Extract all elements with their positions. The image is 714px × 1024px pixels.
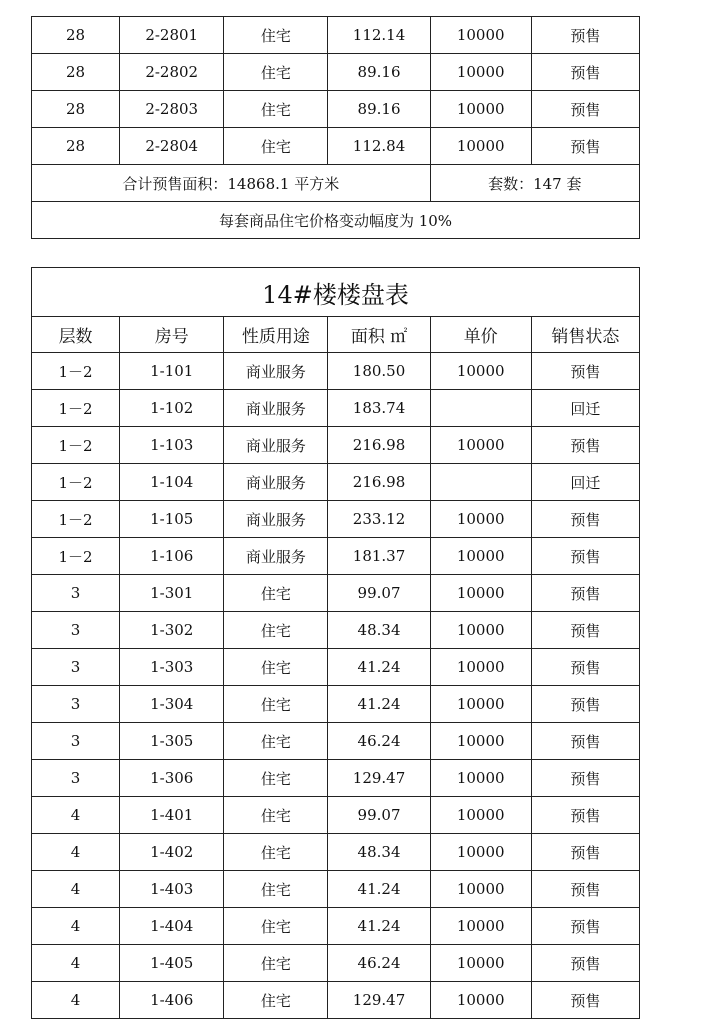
cell: 10000 bbox=[430, 538, 531, 575]
header-area: 面积 ㎡ bbox=[328, 317, 430, 353]
cell: 3 bbox=[32, 575, 120, 612]
header-usage: 性质用途 bbox=[224, 317, 328, 353]
cell: 1－2 bbox=[32, 427, 120, 464]
cell: 住宅 bbox=[224, 128, 328, 165]
cell: 2-2802 bbox=[120, 54, 224, 91]
cell: 181.37 bbox=[328, 538, 430, 575]
table-row bbox=[32, 760, 640, 797]
cell: 1-305 bbox=[120, 723, 224, 760]
header-floor: 层数 bbox=[32, 317, 120, 353]
cell: 4 bbox=[32, 871, 120, 908]
cell: 住宅 bbox=[224, 575, 328, 612]
cell: 41.24 bbox=[328, 649, 430, 686]
cell: 1-105 bbox=[120, 501, 224, 538]
cell: 1-401 bbox=[120, 797, 224, 834]
cell: 商业服务 bbox=[224, 538, 328, 575]
cell: 1-403 bbox=[120, 871, 224, 908]
table-row bbox=[32, 723, 640, 760]
table-title: 14#楼楼盘表 bbox=[32, 268, 640, 317]
table-row bbox=[32, 54, 640, 91]
cell: 1－2 bbox=[32, 501, 120, 538]
cell: 住宅 bbox=[224, 908, 328, 945]
table-row bbox=[32, 91, 640, 128]
cell bbox=[430, 464, 531, 501]
cell bbox=[430, 390, 531, 427]
cell: 4 bbox=[32, 834, 120, 871]
cell: 10000 bbox=[430, 54, 531, 91]
cell: 1-301 bbox=[120, 575, 224, 612]
table-row bbox=[32, 686, 640, 723]
cell: 10000 bbox=[430, 353, 531, 390]
cell: 180.50 bbox=[328, 353, 430, 390]
cell: 商业服务 bbox=[224, 501, 328, 538]
cell: 住宅 bbox=[224, 834, 328, 871]
cell: 112.14 bbox=[328, 17, 430, 54]
table-row bbox=[32, 797, 640, 834]
cell: 183.74 bbox=[328, 390, 430, 427]
cell: 48.34 bbox=[328, 834, 430, 871]
table-row bbox=[32, 128, 640, 165]
cell: 1-303 bbox=[120, 649, 224, 686]
cell: 10000 bbox=[430, 649, 531, 686]
cell: 10000 bbox=[430, 686, 531, 723]
header-row bbox=[32, 317, 640, 353]
cell: 1-306 bbox=[120, 760, 224, 797]
table-row bbox=[32, 982, 640, 1019]
cell: 2-2804 bbox=[120, 128, 224, 165]
cell: 预售 bbox=[531, 501, 639, 538]
cell: 99.07 bbox=[328, 797, 430, 834]
cell: 10000 bbox=[430, 908, 531, 945]
cell: 商业服务 bbox=[224, 390, 328, 427]
cell: 预售 bbox=[531, 17, 639, 54]
cell: 41.24 bbox=[328, 871, 430, 908]
cell: 预售 bbox=[531, 797, 639, 834]
table-row bbox=[32, 464, 640, 501]
cell: 1-302 bbox=[120, 612, 224, 649]
building-table-continued bbox=[31, 16, 640, 239]
cell: 2-2803 bbox=[120, 91, 224, 128]
cell: 预售 bbox=[531, 54, 639, 91]
cell: 预售 bbox=[531, 128, 639, 165]
table-row bbox=[32, 871, 640, 908]
cell: 10000 bbox=[430, 575, 531, 612]
cell: 89.16 bbox=[328, 91, 430, 128]
cell: 10000 bbox=[430, 128, 531, 165]
cell: 预售 bbox=[531, 723, 639, 760]
cell: 10000 bbox=[430, 427, 531, 464]
cell: 10000 bbox=[430, 834, 531, 871]
cell: 预售 bbox=[531, 834, 639, 871]
cell: 4 bbox=[32, 982, 120, 1019]
header-room: 房号 bbox=[120, 317, 224, 353]
cell: 10000 bbox=[430, 723, 531, 760]
cell: 住宅 bbox=[224, 649, 328, 686]
cell: 1－2 bbox=[32, 538, 120, 575]
cell: 1-304 bbox=[120, 686, 224, 723]
cell: 1-106 bbox=[120, 538, 224, 575]
cell: 商业服务 bbox=[224, 464, 328, 501]
note-row bbox=[32, 202, 640, 239]
cell: 129.47 bbox=[328, 760, 430, 797]
cell: 1-405 bbox=[120, 945, 224, 982]
cell: 46.24 bbox=[328, 723, 430, 760]
cell: 112.84 bbox=[328, 128, 430, 165]
cell: 1－2 bbox=[32, 464, 120, 501]
total-area: 合计预售面积：14868.1 平方米 bbox=[32, 165, 431, 202]
cell: 233.12 bbox=[328, 501, 430, 538]
cell: 预售 bbox=[531, 538, 639, 575]
cell: 预售 bbox=[531, 871, 639, 908]
cell: 预售 bbox=[531, 686, 639, 723]
cell: 1－2 bbox=[32, 353, 120, 390]
cell: 216.98 bbox=[328, 427, 430, 464]
cell: 回迁 bbox=[531, 390, 639, 427]
table-row bbox=[32, 17, 640, 54]
cell: 10000 bbox=[430, 871, 531, 908]
cell: 89.16 bbox=[328, 54, 430, 91]
table-row bbox=[32, 908, 640, 945]
cell: 预售 bbox=[531, 760, 639, 797]
cell: 3 bbox=[32, 649, 120, 686]
header-status: 销售状态 bbox=[531, 317, 639, 353]
cell: 41.24 bbox=[328, 686, 430, 723]
cell: 10000 bbox=[430, 501, 531, 538]
cell: 住宅 bbox=[224, 760, 328, 797]
cell: 住宅 bbox=[224, 54, 328, 91]
table-row bbox=[32, 834, 640, 871]
cell: 住宅 bbox=[224, 797, 328, 834]
cell: 预售 bbox=[531, 427, 639, 464]
cell: 28 bbox=[32, 54, 120, 91]
cell: 1-103 bbox=[120, 427, 224, 464]
cell: 3 bbox=[32, 612, 120, 649]
table-row bbox=[32, 501, 640, 538]
cell: 住宅 bbox=[224, 723, 328, 760]
cell: 商业服务 bbox=[224, 353, 328, 390]
cell: 10000 bbox=[430, 612, 531, 649]
cell: 住宅 bbox=[224, 612, 328, 649]
cell: 4 bbox=[32, 797, 120, 834]
cell: 预售 bbox=[531, 575, 639, 612]
table-row bbox=[32, 390, 640, 427]
cell: 46.24 bbox=[328, 945, 430, 982]
cell: 预售 bbox=[531, 612, 639, 649]
table-row bbox=[32, 575, 640, 612]
building-14-table bbox=[31, 267, 640, 1019]
cell: 216.98 bbox=[328, 464, 430, 501]
cell: 28 bbox=[32, 17, 120, 54]
cell: 商业服务 bbox=[224, 427, 328, 464]
cell: 4 bbox=[32, 908, 120, 945]
table-row bbox=[32, 538, 640, 575]
cell: 99.07 bbox=[328, 575, 430, 612]
cell: 129.47 bbox=[328, 982, 430, 1019]
cell: 预售 bbox=[531, 91, 639, 128]
table-row bbox=[32, 612, 640, 649]
price-variation-note: 每套商品住宅价格变动幅度为 10% bbox=[32, 202, 640, 239]
cell: 10000 bbox=[430, 91, 531, 128]
cell: 回迁 bbox=[531, 464, 639, 501]
table-row bbox=[32, 353, 640, 390]
cell: 1-402 bbox=[120, 834, 224, 871]
cell: 48.34 bbox=[328, 612, 430, 649]
table-row bbox=[32, 945, 640, 982]
cell: 3 bbox=[32, 723, 120, 760]
cell: 1-406 bbox=[120, 982, 224, 1019]
cell: 3 bbox=[32, 760, 120, 797]
cell: 28 bbox=[32, 91, 120, 128]
cell: 预售 bbox=[531, 908, 639, 945]
cell: 10000 bbox=[430, 760, 531, 797]
cell: 10000 bbox=[430, 945, 531, 982]
cell: 1－2 bbox=[32, 390, 120, 427]
summary-row bbox=[32, 165, 640, 202]
cell: 住宅 bbox=[224, 91, 328, 128]
cell: 1-101 bbox=[120, 353, 224, 390]
cell: 10000 bbox=[430, 17, 531, 54]
cell: 住宅 bbox=[224, 686, 328, 723]
cell: 10000 bbox=[430, 797, 531, 834]
table-row bbox=[32, 427, 640, 464]
cell: 预售 bbox=[531, 982, 639, 1019]
cell: 住宅 bbox=[224, 982, 328, 1019]
cell: 4 bbox=[32, 945, 120, 982]
cell: 3 bbox=[32, 686, 120, 723]
table-row bbox=[32, 649, 640, 686]
cell: 1-102 bbox=[120, 390, 224, 427]
cell: 预售 bbox=[531, 649, 639, 686]
cell: 1-104 bbox=[120, 464, 224, 501]
cell: 住宅 bbox=[224, 17, 328, 54]
header-price: 单价 bbox=[430, 317, 531, 353]
cell: 2-2801 bbox=[120, 17, 224, 54]
cell: 住宅 bbox=[224, 945, 328, 982]
cell: 1-404 bbox=[120, 908, 224, 945]
title-row bbox=[32, 268, 640, 317]
cell: 28 bbox=[32, 128, 120, 165]
cell: 41.24 bbox=[328, 908, 430, 945]
total-units: 套数：147 套 bbox=[430, 165, 639, 202]
cell: 住宅 bbox=[224, 871, 328, 908]
cell: 预售 bbox=[531, 945, 639, 982]
cell: 预售 bbox=[531, 353, 639, 390]
cell: 10000 bbox=[430, 982, 531, 1019]
